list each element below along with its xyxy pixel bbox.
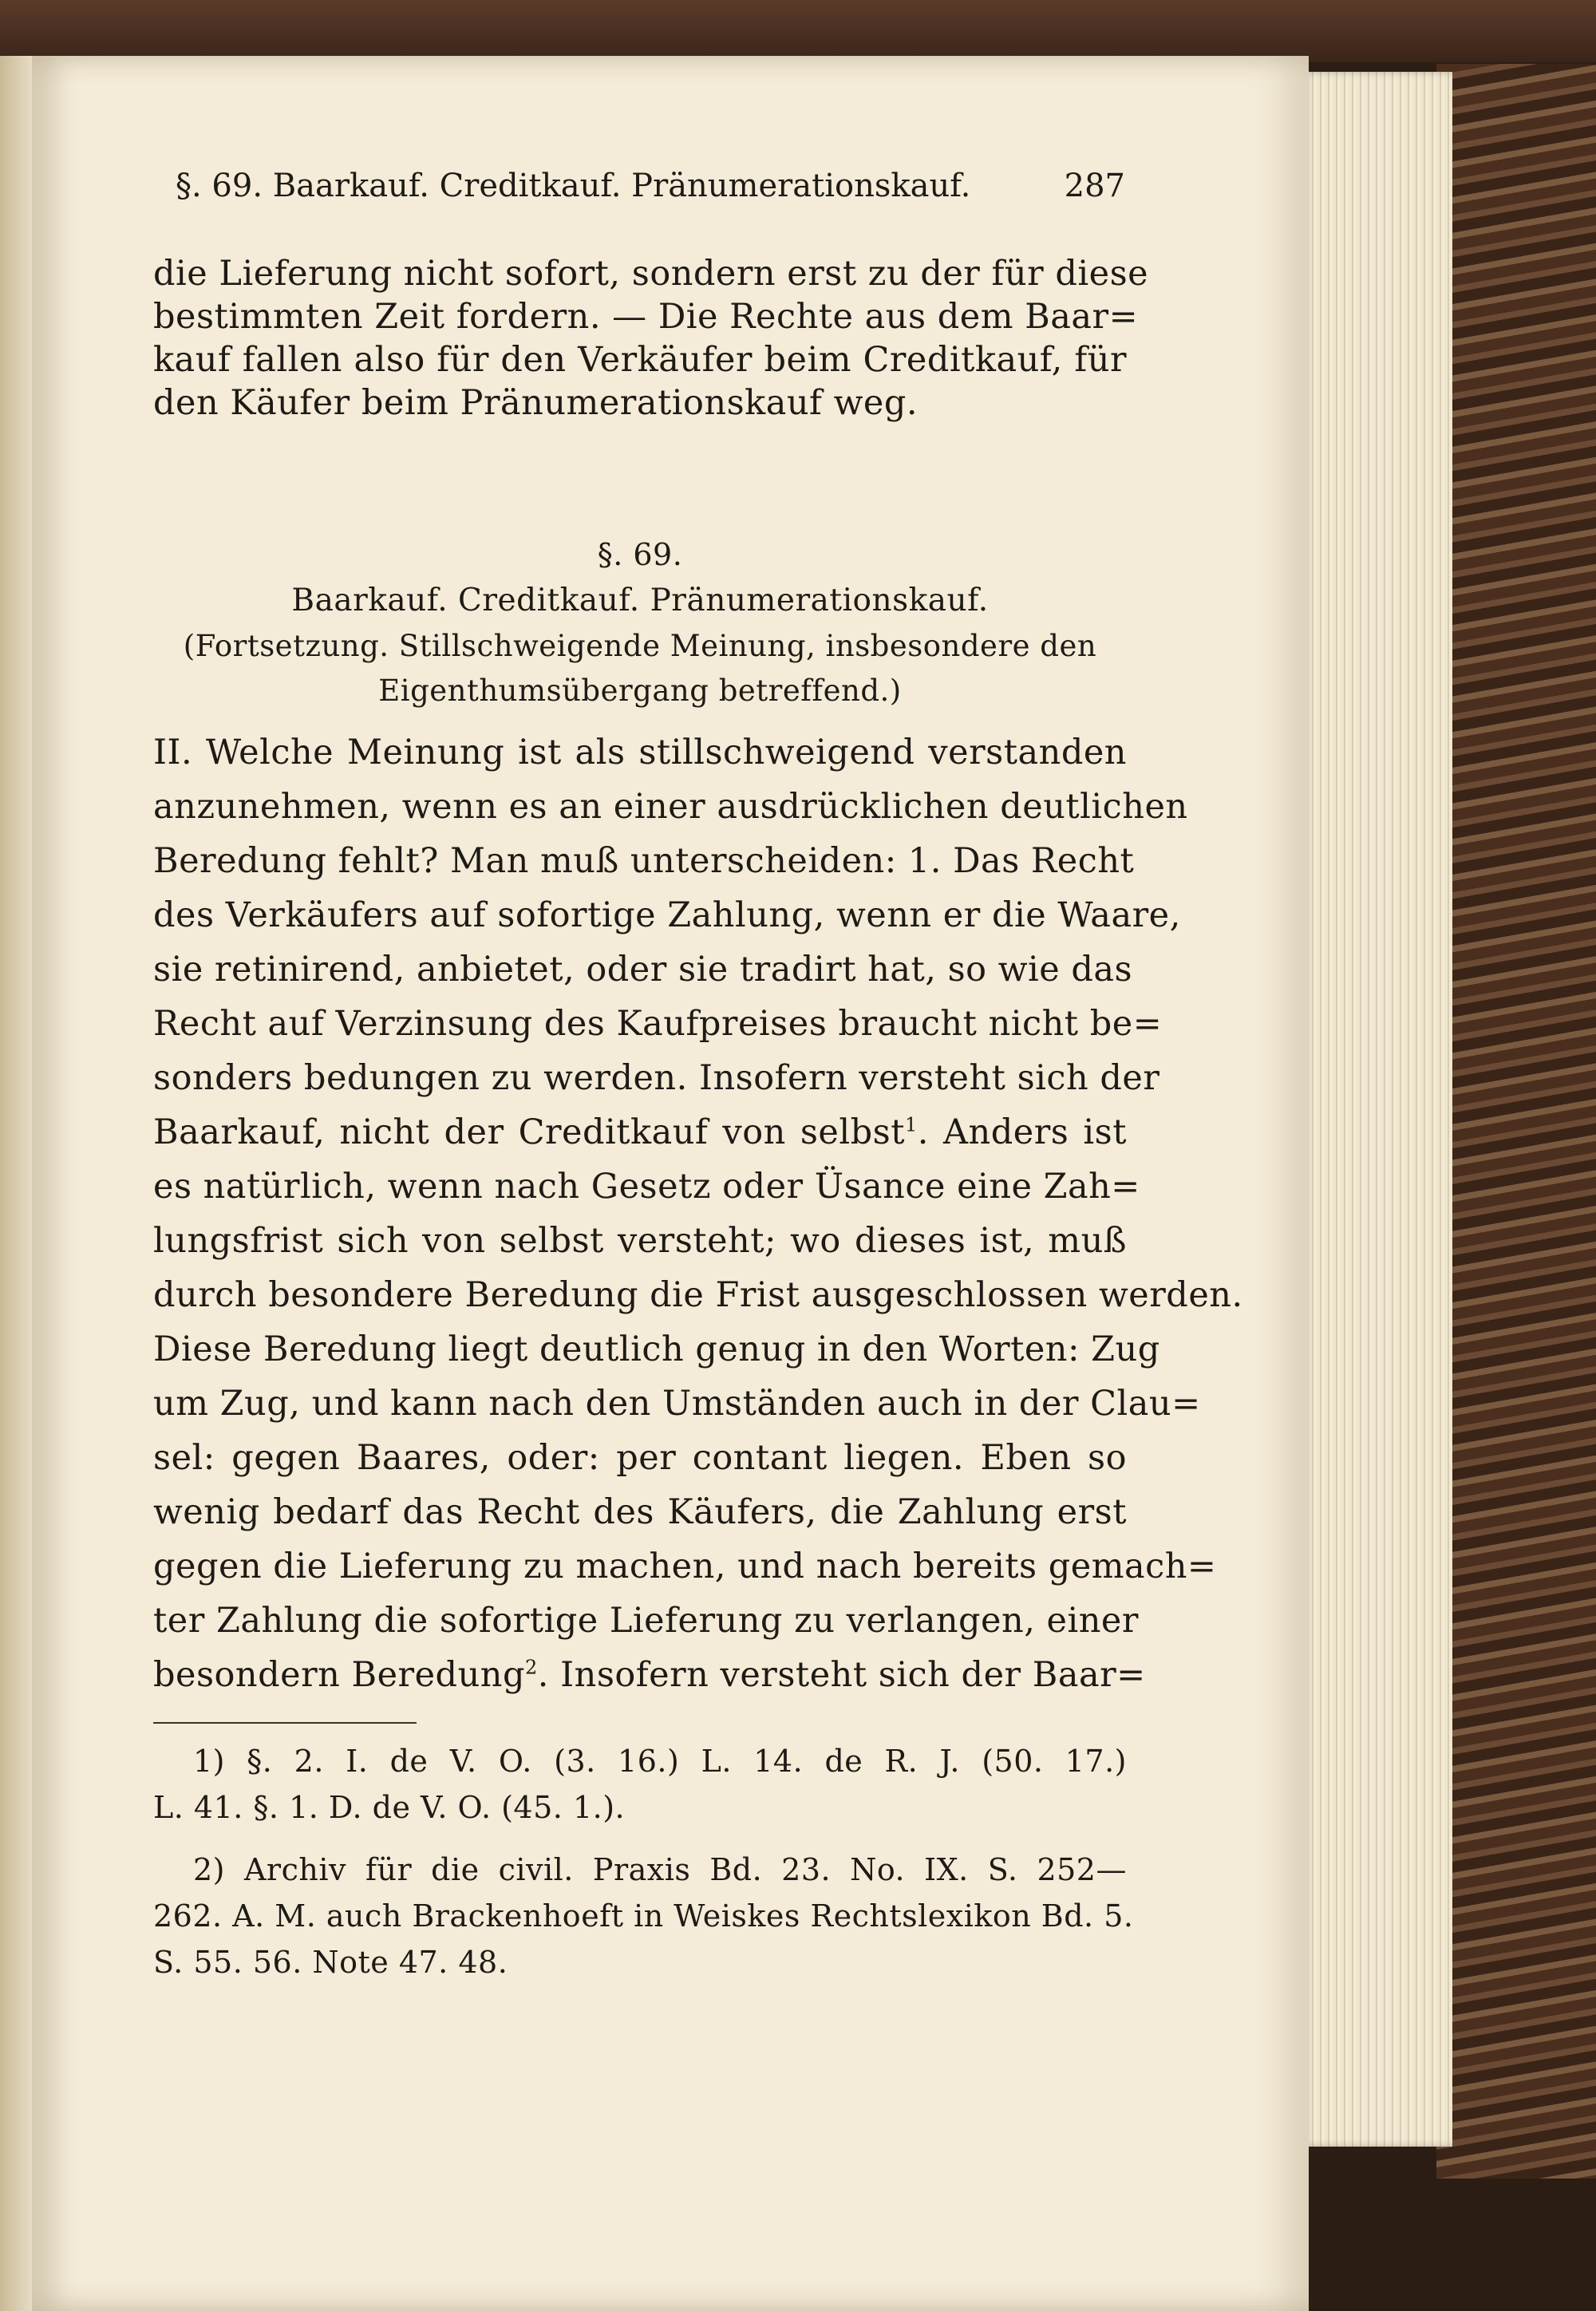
text-line: durch besondere Beredung die Frist ausgeschlossen werden. xyxy=(153,1275,1243,1315)
text-span: . Insofern versteht sich der Baar= xyxy=(537,1655,1146,1695)
section-subtitle-line: Eigenthumsübergang betreffend.) xyxy=(378,674,902,708)
section-number: §. 69. xyxy=(597,537,683,572)
footnote-line: 1) §. 2. I. de V. O. (3. 16.) L. 14. de R. J. (50. 17.) xyxy=(193,1744,1127,1779)
text-line: kauf fallen also für den Verkäufer beim Creditkauf, für xyxy=(153,340,1127,380)
text-line: bestimmten Zeit fordern. — Die Rechte aus dem Baar= xyxy=(153,297,1139,337)
text-line-with-footnote xyxy=(153,1655,1146,1695)
running-head-title: §. 69. Baarkauf. Creditkauf. Pränumerationskauf. xyxy=(176,168,971,204)
footnote-marker: 2 xyxy=(525,1656,538,1679)
running-head xyxy=(176,168,1125,215)
text-line: es natürlich, wenn nach Gesetz oder Üsance eine Zah= xyxy=(153,1167,1140,1207)
text-line: anzunehmen, wenn es an einer ausdrücklichen deutlichen xyxy=(153,787,1188,827)
footnote-line: S. 55. 56. Note 47. 48. xyxy=(153,1945,508,1980)
text-span: besondern Beredung xyxy=(153,1655,526,1695)
page-number: 287 xyxy=(1064,168,1125,204)
footnote-line: 262. A. M. auch Brackenhoeft in Weiskes Rechtslexikon Bd. 5. xyxy=(153,1898,1134,1934)
text-line: wenig bedarf das Recht des Käufers, die Zahlung erst xyxy=(153,1492,1127,1532)
book-cover-edge xyxy=(1436,64,1596,2179)
footnote-rule xyxy=(153,1722,417,1724)
text-span: . Anders ist xyxy=(917,1112,1127,1152)
section-subtitle-line: (Fortsetzung. Stillschweigende Meinung, insbesondere den xyxy=(183,629,1097,663)
text-line: sonders bedungen zu werden. Insofern versteht sich der xyxy=(153,1058,1160,1098)
text-line: sie retinirend, anbietet, oder sie tradirt hat, so wie das xyxy=(153,950,1133,990)
page-block-edge xyxy=(1301,72,1452,2147)
text-line: des Verkäufers auf sofortige Zahlung, wenn er die Waare, xyxy=(153,895,1181,935)
footnote-line: 2) Archiv für die civil. Praxis Bd. 23. No. IX. S. 252— xyxy=(193,1852,1127,1887)
text-line: die Lieferung nicht sofort, sondern erst zu der für diese xyxy=(153,254,1149,294)
facing-page-edge xyxy=(0,56,32,2311)
book-top-edge xyxy=(0,0,1596,62)
text-line: den Käufer beim Pränumerationskauf weg. xyxy=(153,383,918,423)
text-line: Diese Beredung liegt deutlich genug in den Worten: Zug xyxy=(153,1329,1160,1369)
text-line: um Zug, und kann nach den Umständen auch in der Clau= xyxy=(153,1384,1201,1424)
text-line-with-footnote xyxy=(153,1112,1127,1152)
footnote-marker: 1 xyxy=(904,1113,918,1136)
text-line: ter Zahlung die sofortige Lieferung zu verlangen, einer xyxy=(153,1601,1139,1641)
text-line: lungsfrist sich von selbst versteht; wo dieses ist, muß xyxy=(153,1221,1127,1261)
text-line: gegen die Lieferung zu machen, und nach bereits gemach= xyxy=(153,1547,1217,1586)
text-line: Recht auf Verzinsung des Kaufpreises braucht nicht be= xyxy=(153,1004,1163,1044)
text-span: Baarkauf, nicht der Creditkauf von selbst xyxy=(153,1112,905,1152)
section-title: Baarkauf. Creditkauf. Pränumerationskauf. xyxy=(291,583,989,618)
text-line: Beredung fehlt? Man muß unterscheiden: 1. Das Recht xyxy=(153,841,1135,881)
text-line: II. Welche Meinung ist als stillschweigend verstanden xyxy=(153,733,1127,772)
text-line: sel: gegen Baares, oder: per contant liegen. Eben so xyxy=(153,1438,1127,1478)
footnote-line: L. 41. §. 1. D. de V. O. (45. 1.). xyxy=(153,1790,626,1825)
